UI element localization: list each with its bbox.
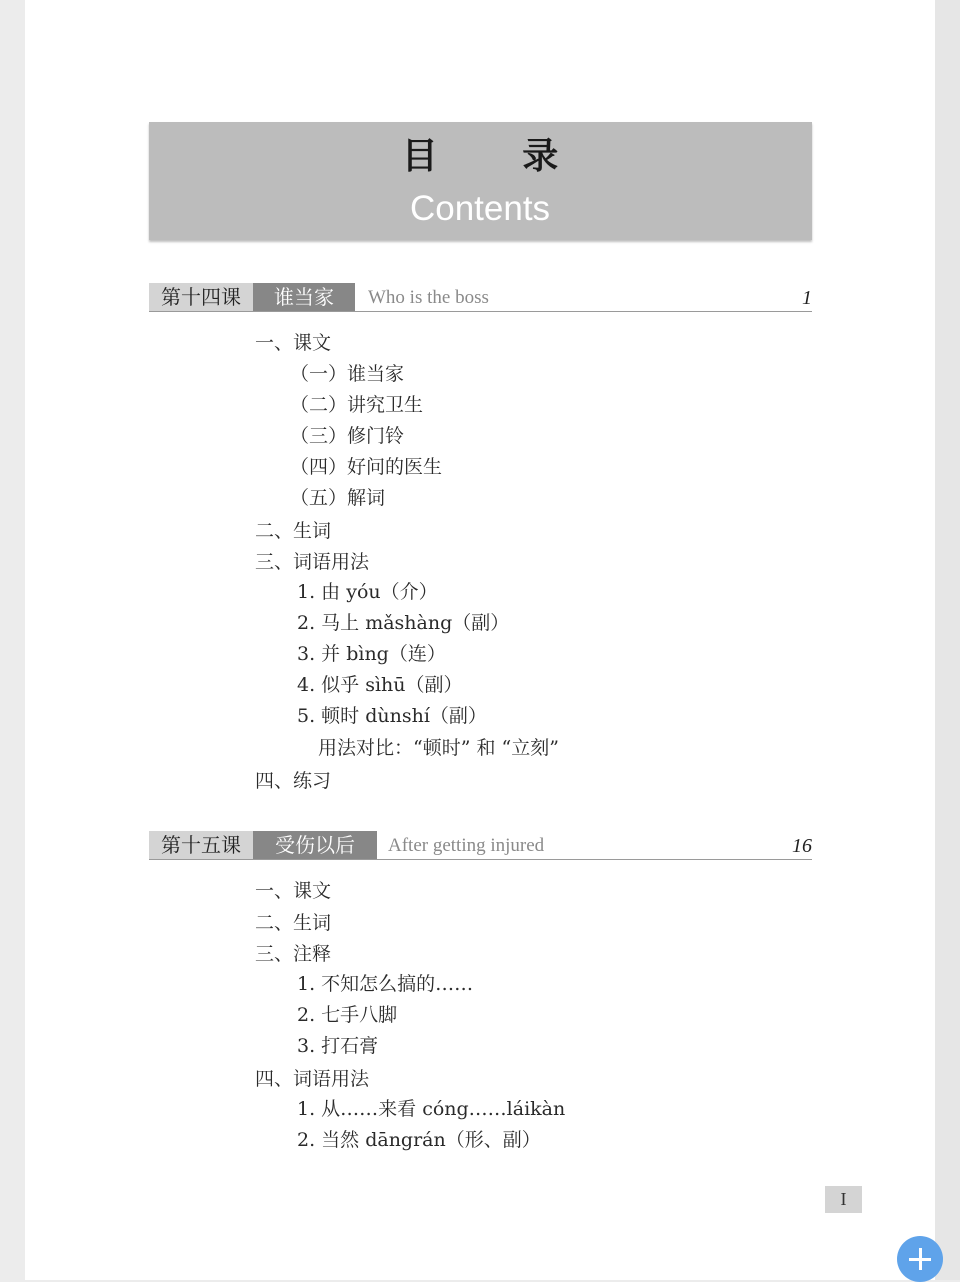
toc-entry[interactable]: 5. 顿时 dùnshí（副） [297,705,487,727]
lesson-title: 受伤以后 [253,831,377,859]
toc-entry[interactable]: 3. 并 bìng（连） [297,643,446,665]
toc-entry[interactable]: （四）好问的医生 [290,456,443,478]
lesson-title-en: After getting injured [388,835,545,856]
toc-entry[interactable]: 用法对比：“顿时” 和 “立刻” [318,737,559,759]
toc-entry[interactable]: 2. 七手八脚 [297,1004,398,1026]
lesson-14-heading[interactable] [149,283,812,312]
toc-entry[interactable]: 四、词语用法 [255,1068,370,1090]
toc-entry[interactable]: 1. 从……来看 cóng……láikàn [297,1098,566,1120]
page-number: I [825,1186,862,1213]
toc-entry[interactable]: （三）修门铃 [290,425,405,447]
lesson-title-en: Who is the boss [368,287,489,308]
lesson-page-number: 1 [802,287,812,309]
toc-entry[interactable]: 2. 马上 mǎshàng（副） [297,612,510,634]
lesson-page-number: 16 [792,835,812,857]
toc-entry[interactable]: 3. 打石膏 [297,1035,379,1057]
toc-entry[interactable]: 4. 似乎 sìhū（副） [297,674,463,696]
toc-entry[interactable]: （一）谁当家 [290,363,405,385]
contents-title-en: Contents [409,189,551,228]
lesson-number: 第十四课 [149,283,253,311]
lesson-title: 谁当家 [253,283,355,311]
toc-entry[interactable]: （二）讲究卫生 [290,394,424,416]
toc-entry[interactable]: 1. 不知怎么搞的…… [297,973,474,995]
contents-title-cn: 目 录 [401,136,595,177]
lesson-number: 第十五课 [149,831,253,859]
toc-entry[interactable]: 一、课文 [255,880,332,902]
toc-entry[interactable]: 三、词语用法 [255,551,370,573]
toc-entry[interactable]: 一、课文 [255,332,332,354]
lesson-15-heading[interactable] [149,831,812,860]
toc-entry[interactable]: 三、注释 [255,943,332,965]
toc-entry[interactable]: 1. 由 yóu（介） [297,581,438,603]
toc-entry[interactable]: 2. 当然 dāngrán（形、副） [297,1129,541,1151]
toc-entry[interactable]: 二、生词 [255,520,332,542]
toc-entry[interactable]: （五）解词 [290,487,386,509]
plus-icon[interactable] [897,1236,943,1282]
toc-entry[interactable]: 二、生词 [255,912,332,934]
toc-entry[interactable]: 四、练习 [255,770,332,792]
